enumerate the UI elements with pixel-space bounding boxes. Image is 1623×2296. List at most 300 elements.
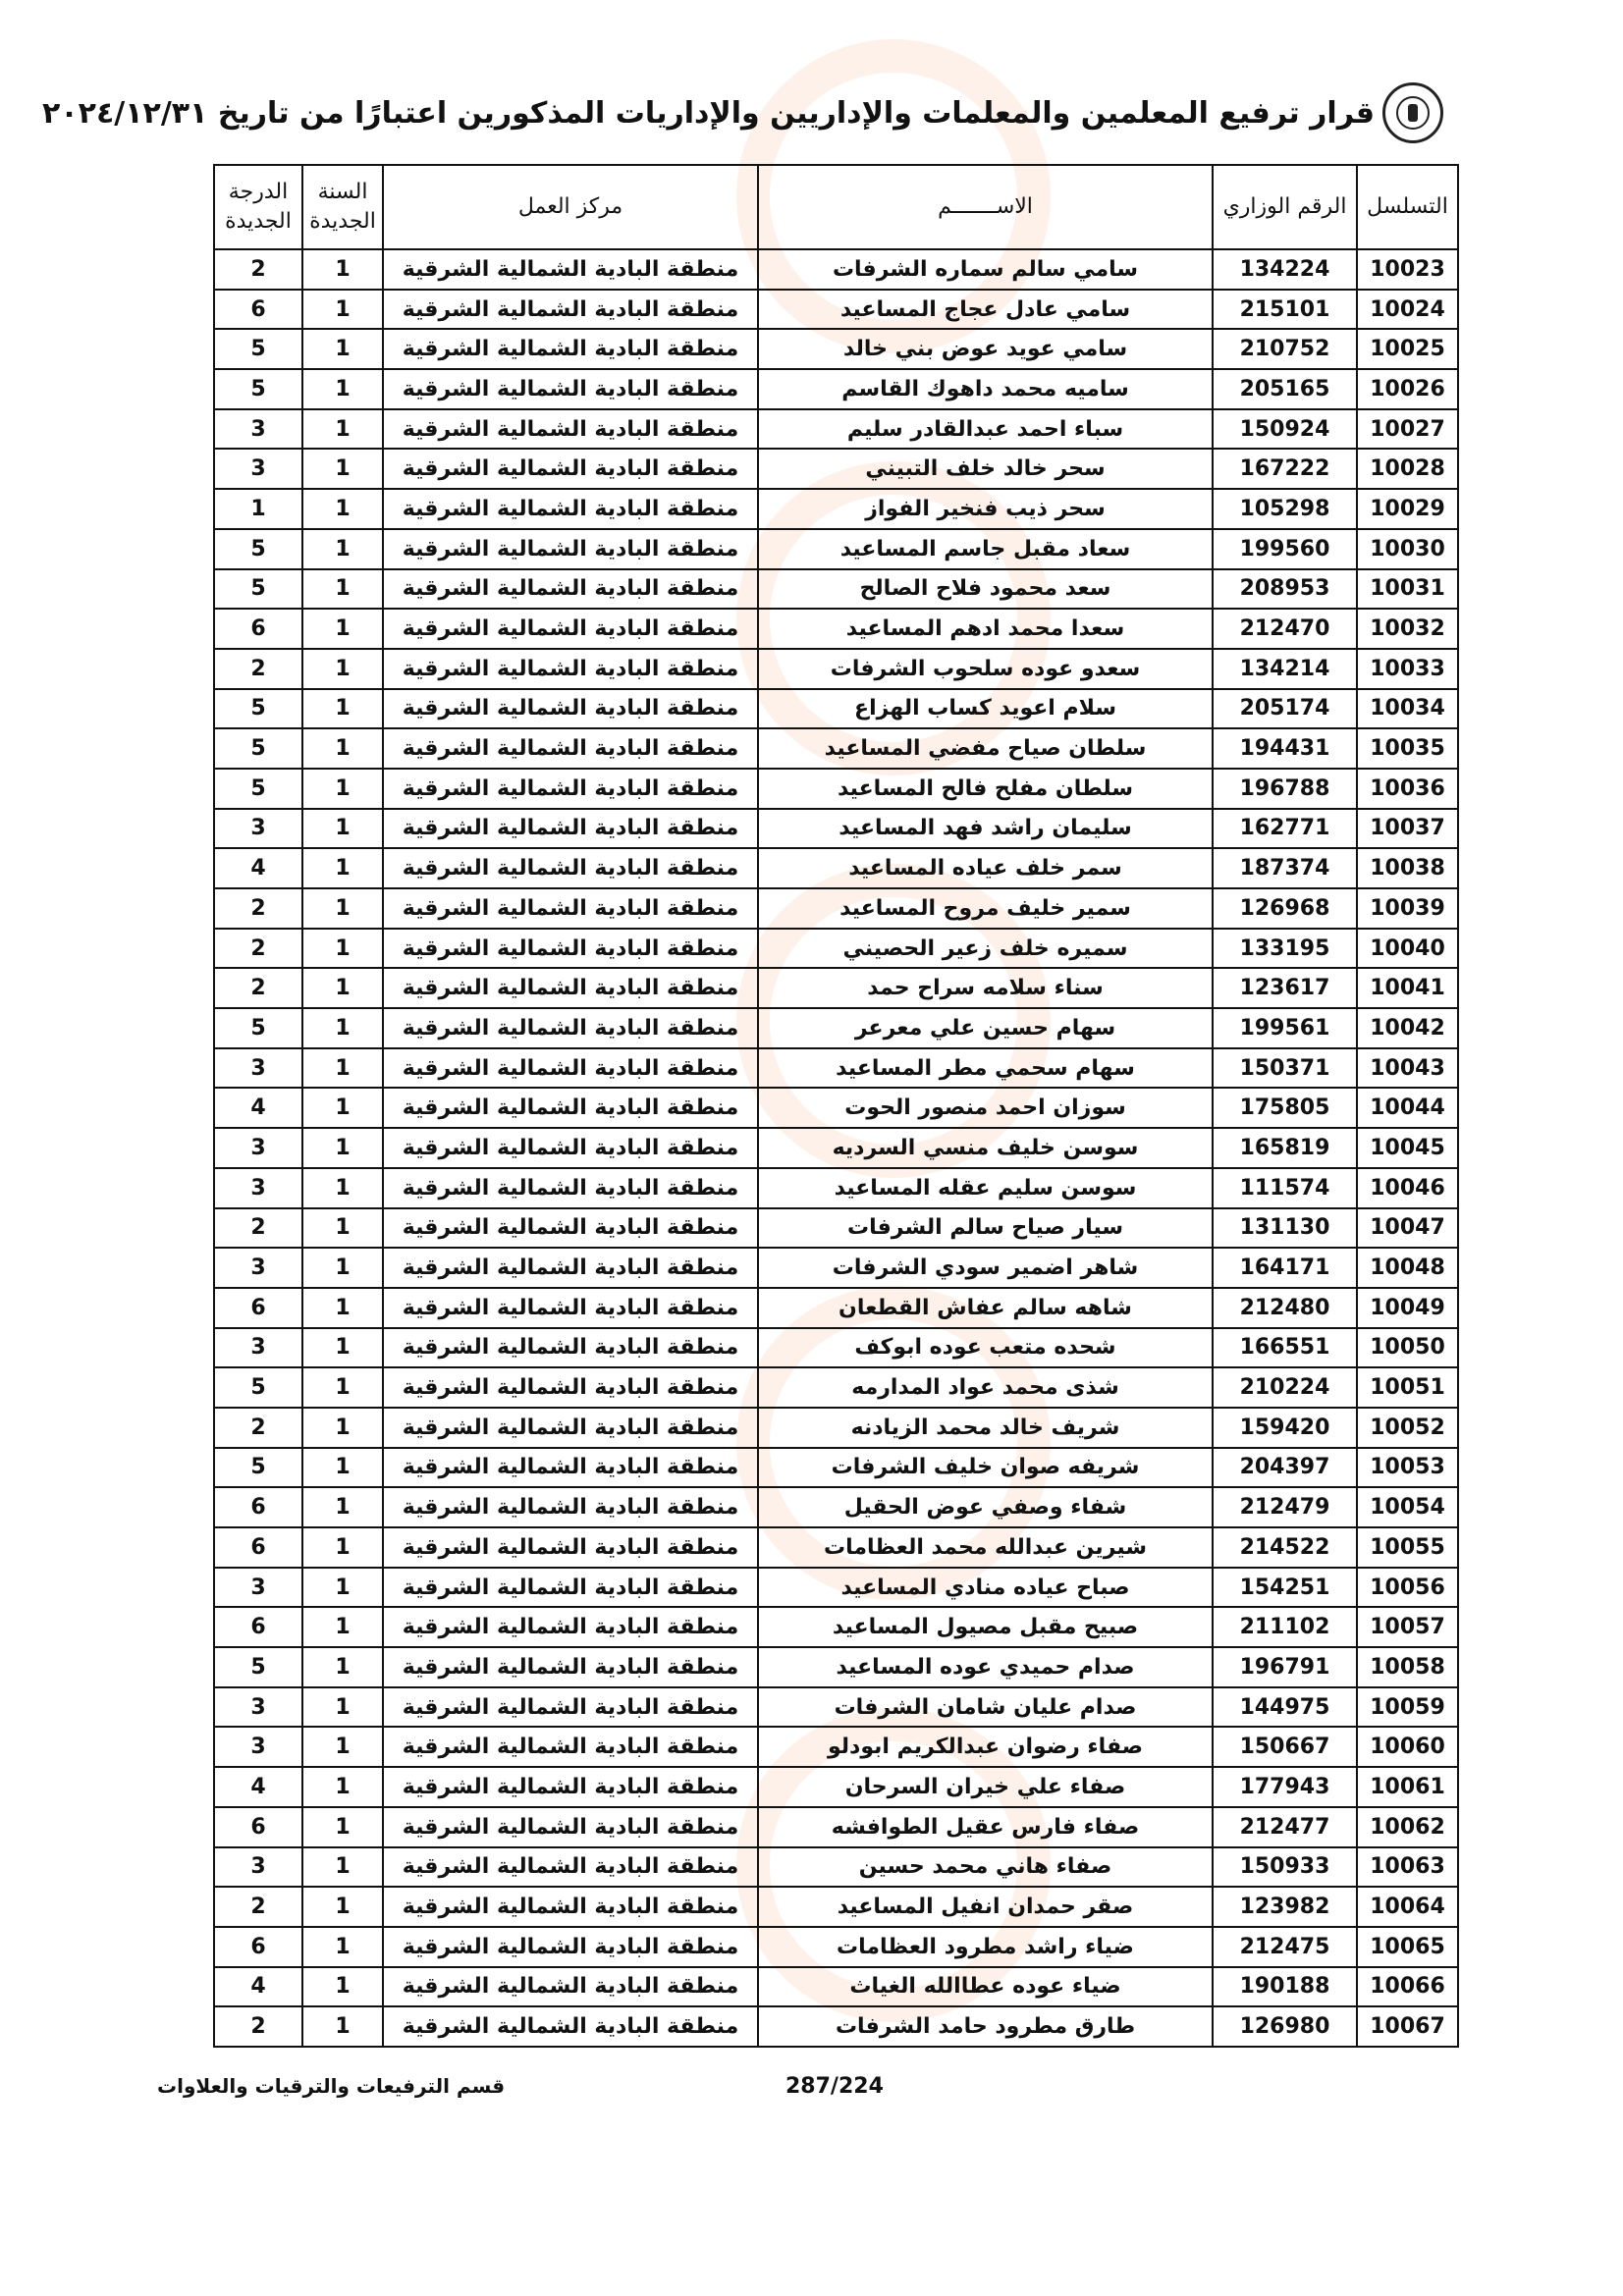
cell-serial: 10035 — [1357, 728, 1458, 769]
cell-new-grade: 5 — [214, 569, 302, 610]
cell-new-grade: 2 — [214, 249, 302, 290]
cell-new-grade: 6 — [214, 1288, 302, 1328]
cell-serial: 10067 — [1357, 2006, 1458, 2047]
table-row — [214, 1807, 1458, 1847]
cell-work-center: منطقة البادية الشمالية الشرقية — [383, 1288, 758, 1328]
cell-ministry-no: 177943 — [1213, 1767, 1357, 1807]
cell-work-center: منطقة البادية الشمالية الشرقية — [383, 290, 758, 330]
cell-serial: 10049 — [1357, 1288, 1458, 1328]
cell-serial: 10063 — [1357, 1847, 1458, 1888]
cell-work-center: منطقة البادية الشمالية الشرقية — [383, 1527, 758, 1568]
cell-serial: 10055 — [1357, 1527, 1458, 1568]
cell-serial: 10045 — [1357, 1128, 1458, 1168]
table-row — [214, 369, 1458, 409]
cell-new-grade: 2 — [214, 968, 302, 1008]
cell-ministry-no: 165819 — [1213, 1128, 1357, 1168]
cell-work-center: منطقة البادية الشمالية الشرقية — [383, 489, 758, 529]
header-name: الاســـــــم — [758, 165, 1213, 249]
cell-new-grade: 3 — [214, 1727, 302, 1767]
cell-ministry-no: 205165 — [1213, 369, 1357, 409]
table-row — [214, 489, 1458, 529]
table-row — [214, 1927, 1458, 1967]
cell-work-center: منطقة البادية الشمالية الشرقية — [383, 1448, 758, 1488]
cell-new-year: 1 — [302, 569, 383, 610]
cell-ministry-no: 123982 — [1213, 1887, 1357, 1927]
cell-serial: 10044 — [1357, 1088, 1458, 1128]
cell-work-center: منطقة البادية الشمالية الشرقية — [383, 449, 758, 489]
table-row — [214, 609, 1458, 649]
cell-new-grade: 5 — [214, 529, 302, 569]
cell-new-year: 1 — [302, 1767, 383, 1807]
cell-work-center: منطقة البادية الشمالية الشرقية — [383, 968, 758, 1008]
cell-work-center: منطقة البادية الشمالية الشرقية — [383, 649, 758, 689]
cell-ministry-no: 215101 — [1213, 290, 1357, 330]
cell-ministry-no: 111574 — [1213, 1168, 1357, 1208]
cell-serial: 10051 — [1357, 1367, 1458, 1408]
cell-serial: 10065 — [1357, 1927, 1458, 1967]
cell-new-grade: 3 — [214, 1168, 302, 1208]
cell-serial: 10046 — [1357, 1168, 1458, 1208]
table-row — [214, 1967, 1458, 2007]
cell-ministry-no: 134214 — [1213, 649, 1357, 689]
cell-new-grade: 2 — [214, 888, 302, 929]
cell-work-center: منطقة البادية الشمالية الشرقية — [383, 609, 758, 649]
cell-new-year: 1 — [302, 1687, 383, 1728]
cell-work-center: منطقة البادية الشمالية الشرقية — [383, 848, 758, 888]
cell-new-grade: 3 — [214, 1568, 302, 1608]
table-row — [214, 290, 1458, 330]
cell-serial: 10057 — [1357, 1607, 1458, 1647]
cell-new-year: 1 — [302, 1288, 383, 1328]
cell-new-grade: 5 — [214, 728, 302, 769]
cell-ministry-no: 196788 — [1213, 769, 1357, 809]
table-row — [214, 888, 1458, 929]
cell-work-center: منطقة البادية الشمالية الشرقية — [383, 1727, 758, 1767]
cell-new-year: 1 — [302, 848, 383, 888]
cell-ministry-no: 204397 — [1213, 1448, 1357, 1488]
table-row — [214, 409, 1458, 450]
cell-new-year: 1 — [302, 1408, 383, 1448]
cell-work-center: منطقة البادية الشمالية الشرقية — [383, 1647, 758, 1687]
cell-name: شيرين عبدالله محمد العظامات — [758, 1527, 1213, 1568]
cell-new-grade: 3 — [214, 1847, 302, 1888]
cell-name: صدام حميدي عوده المساعيد — [758, 1647, 1213, 1687]
cell-name: سمر خلف عياده المساعيد — [758, 848, 1213, 888]
cell-name: سلطان صياح مفضي المساعيد — [758, 728, 1213, 769]
cell-ministry-no: 190188 — [1213, 1967, 1357, 2007]
cell-name: سوسن سليم عقله المساعيد — [758, 1168, 1213, 1208]
cell-new-year: 1 — [302, 1048, 383, 1089]
cell-new-grade: 2 — [214, 2006, 302, 2047]
table-row — [214, 1048, 1458, 1089]
cell-name: سباء احمد عبدالقادر سليم — [758, 409, 1213, 450]
cell-ministry-no: 164171 — [1213, 1248, 1357, 1288]
cell-work-center: منطقة البادية الشمالية الشرقية — [383, 769, 758, 809]
cell-new-year: 1 — [302, 1088, 383, 1128]
cell-new-grade: 5 — [214, 1448, 302, 1488]
table-row — [214, 1088, 1458, 1128]
cell-work-center: منطقة البادية الشمالية الشرقية — [383, 689, 758, 729]
table-body — [214, 249, 1458, 2047]
cell-serial: 10053 — [1357, 1448, 1458, 1488]
cell-new-grade: 6 — [214, 1927, 302, 1967]
cell-new-year: 1 — [302, 1208, 383, 1249]
cell-name: شفاء وصفي عوض الحقيل — [758, 1487, 1213, 1527]
cell-new-year: 1 — [302, 369, 383, 409]
cell-name: سلطان مفلح فالح المساعيد — [758, 769, 1213, 809]
header-new-grade: الدرجة الجديدة — [214, 165, 302, 249]
cell-name: سعد محمود فلاح الصالح — [758, 569, 1213, 610]
cell-ministry-no: 150933 — [1213, 1847, 1357, 1888]
cell-new-year: 1 — [302, 1008, 383, 1048]
cell-serial: 10041 — [1357, 968, 1458, 1008]
cell-work-center: منطقة البادية الشمالية الشرقية — [383, 1048, 758, 1089]
cell-name: ضياء عوده عطاالله الغياث — [758, 1967, 1213, 2007]
cell-new-year: 1 — [302, 1367, 383, 1408]
cell-serial: 10037 — [1357, 809, 1458, 849]
cell-new-grade: 3 — [214, 1248, 302, 1288]
cell-name: طارق مطرود حامد الشرفات — [758, 2006, 1213, 2047]
document-header — [42, 79, 1443, 147]
cell-ministry-no: 212470 — [1213, 609, 1357, 649]
cell-name: صفاء علي خيران السرحان — [758, 1767, 1213, 1807]
cell-serial: 10050 — [1357, 1328, 1458, 1368]
cell-name: سامي عويد عوض بني خالد — [758, 329, 1213, 369]
department-label: قسم الترفيعات والترقيات والعلاوات — [157, 2074, 506, 2098]
cell-work-center: منطقة البادية الشمالية الشرقية — [383, 1607, 758, 1647]
table-row — [214, 1847, 1458, 1888]
cell-work-center: منطقة البادية الشمالية الشرقية — [383, 569, 758, 610]
cell-new-year: 1 — [302, 1527, 383, 1568]
cell-work-center: منطقة البادية الشمالية الشرقية — [383, 1568, 758, 1608]
cell-name: شريف خالد محمد الزيادنه — [758, 1408, 1213, 1448]
cell-ministry-no: 210752 — [1213, 329, 1357, 369]
cell-new-year: 1 — [302, 1927, 383, 1967]
cell-new-grade: 3 — [214, 1687, 302, 1728]
cell-ministry-no: 126968 — [1213, 888, 1357, 929]
cell-new-year: 1 — [302, 1168, 383, 1208]
cell-new-grade: 2 — [214, 1408, 302, 1448]
table-row — [214, 1248, 1458, 1288]
cell-new-year: 1 — [302, 1487, 383, 1527]
table-row — [214, 689, 1458, 729]
table-row — [214, 1687, 1458, 1728]
cell-new-grade: 2 — [214, 1208, 302, 1249]
cell-serial: 10033 — [1357, 649, 1458, 689]
cell-new-year: 1 — [302, 929, 383, 969]
cell-new-year: 1 — [302, 2006, 383, 2047]
cell-work-center: منطقة البادية الشمالية الشرقية — [383, 1367, 758, 1408]
cell-new-year: 1 — [302, 1847, 383, 1888]
cell-name: سناء سلامه سراح حمد — [758, 968, 1213, 1008]
document-title: قرار ترفيع المعلمين والمعلمات والإداريين والإداريات المذكورين اعتبارًا من تاريخ ٢٠٢٤/١٢/٣١ — [42, 95, 1375, 131]
cell-new-grade: 3 — [214, 1048, 302, 1089]
cell-ministry-no: 199560 — [1213, 529, 1357, 569]
cell-new-grade: 3 — [214, 449, 302, 489]
cell-work-center: منطقة البادية الشمالية الشرقية — [383, 529, 758, 569]
cell-new-grade: 5 — [214, 1008, 302, 1048]
table-row — [214, 1208, 1458, 1249]
cell-serial: 10060 — [1357, 1727, 1458, 1767]
cell-name: سيار صياح سالم الشرفات — [758, 1208, 1213, 1249]
cell-serial: 10054 — [1357, 1487, 1458, 1527]
cell-name: سوزان احمد منصور الحوت — [758, 1088, 1213, 1128]
cell-new-year: 1 — [302, 1328, 383, 1368]
table-row — [214, 728, 1458, 769]
cell-new-grade: 5 — [214, 329, 302, 369]
page-number: 287/224 — [785, 2074, 884, 2099]
cell-work-center: منطقة البادية الشمالية الشرقية — [383, 2006, 758, 2047]
cell-serial: 10043 — [1357, 1048, 1458, 1089]
cell-serial: 10038 — [1357, 848, 1458, 888]
cell-ministry-no: 150924 — [1213, 409, 1357, 450]
cell-name: شريفه صوان خليف الشرفات — [758, 1448, 1213, 1488]
cell-ministry-no: 208953 — [1213, 569, 1357, 610]
cell-ministry-no: 214522 — [1213, 1527, 1357, 1568]
cell-ministry-no: 175805 — [1213, 1088, 1357, 1128]
cell-new-grade: 1 — [214, 489, 302, 529]
cell-name: صقر حمدان انفيل المساعيد — [758, 1887, 1213, 1927]
cell-new-year: 1 — [302, 1248, 383, 1288]
cell-ministry-no: 133195 — [1213, 929, 1357, 969]
cell-new-year: 1 — [302, 1128, 383, 1168]
cell-new-year: 1 — [302, 1967, 383, 2007]
cell-name: سحر خالد خلف التبيني — [758, 449, 1213, 489]
cell-ministry-no: 150667 — [1213, 1727, 1357, 1767]
cell-name: شاهه سالم عفاش القطعان — [758, 1288, 1213, 1328]
cell-ministry-no: 212475 — [1213, 1927, 1357, 1967]
cell-new-year: 1 — [302, 649, 383, 689]
cell-ministry-no: 150371 — [1213, 1048, 1357, 1089]
cell-ministry-no: 212477 — [1213, 1807, 1357, 1847]
cell-new-year: 1 — [302, 1448, 383, 1488]
table-row — [214, 968, 1458, 1008]
table-row — [214, 649, 1458, 689]
cell-serial: 10066 — [1357, 1967, 1458, 2007]
table-row — [214, 1767, 1458, 1807]
cell-name: صباح عياده منادي المساعيد — [758, 1568, 1213, 1608]
cell-ministry-no: 126980 — [1213, 2006, 1357, 2047]
table-row — [214, 1568, 1458, 1608]
cell-work-center: منطقة البادية الشمالية الشرقية — [383, 1927, 758, 1967]
table-row — [214, 569, 1458, 610]
cell-new-year: 1 — [302, 968, 383, 1008]
table-row — [214, 249, 1458, 290]
header-work-center: مركز العمل — [383, 165, 758, 249]
table-row — [214, 809, 1458, 849]
cell-new-year: 1 — [302, 1607, 383, 1647]
cell-work-center: منطقة البادية الشمالية الشرقية — [383, 1208, 758, 1249]
cell-serial: 10058 — [1357, 1647, 1458, 1687]
cell-ministry-no: 212480 — [1213, 1288, 1357, 1328]
cell-name: سوسن خليف منسي السرديه — [758, 1128, 1213, 1168]
header-ministry-no: الرقم الوزاري — [1213, 165, 1357, 249]
cell-serial: 10062 — [1357, 1807, 1458, 1847]
cell-new-grade: 6 — [214, 1807, 302, 1847]
table-row — [214, 1607, 1458, 1647]
header-serial: التسلسل — [1357, 165, 1458, 249]
cell-serial: 10036 — [1357, 769, 1458, 809]
cell-name: سهام حسين علي معرعر — [758, 1008, 1213, 1048]
cell-work-center: منطقة البادية الشمالية الشرقية — [383, 1248, 758, 1288]
cell-serial: 10034 — [1357, 689, 1458, 729]
cell-new-year: 1 — [302, 1887, 383, 1927]
cell-serial: 10039 — [1357, 888, 1458, 929]
cell-new-year: 1 — [302, 329, 383, 369]
cell-serial: 10061 — [1357, 1767, 1458, 1807]
cell-new-year: 1 — [302, 609, 383, 649]
cell-name: سامي سالم سماره الشرفات — [758, 249, 1213, 290]
cell-work-center: منطقة البادية الشمالية الشرقية — [383, 1487, 758, 1527]
cell-name: سحر ذيب فنخير الفواز — [758, 489, 1213, 529]
cell-work-center: منطقة البادية الشمالية الشرقية — [383, 1687, 758, 1728]
cell-serial: 10040 — [1357, 929, 1458, 969]
cell-new-year: 1 — [302, 249, 383, 290]
cell-new-grade: 4 — [214, 1767, 302, 1807]
cell-ministry-no: 134224 — [1213, 249, 1357, 290]
cell-work-center: منطقة البادية الشمالية الشرقية — [383, 1887, 758, 1927]
ministry-seal-icon — [1382, 82, 1443, 143]
table-row — [214, 929, 1458, 969]
cell-new-year: 1 — [302, 888, 383, 929]
cell-ministry-no: 144975 — [1213, 1687, 1357, 1728]
cell-new-grade: 3 — [214, 809, 302, 849]
cell-name: سمير خليف مروح المساعيد — [758, 888, 1213, 929]
table-row — [214, 1288, 1458, 1328]
cell-ministry-no: 212479 — [1213, 1487, 1357, 1527]
table-row — [214, 848, 1458, 888]
cell-work-center: منطقة البادية الشمالية الشرقية — [383, 329, 758, 369]
cell-work-center: منطقة البادية الشمالية الشرقية — [383, 728, 758, 769]
table-row — [214, 1727, 1458, 1767]
cell-work-center: منطقة البادية الشمالية الشرقية — [383, 1767, 758, 1807]
cell-new-year: 1 — [302, 409, 383, 450]
cell-new-year: 1 — [302, 449, 383, 489]
cell-new-grade: 2 — [214, 1887, 302, 1927]
cell-work-center: منطقة البادية الشمالية الشرقية — [383, 249, 758, 290]
cell-new-grade: 3 — [214, 409, 302, 450]
table-row — [214, 329, 1458, 369]
cell-serial: 10042 — [1357, 1008, 1458, 1048]
cell-name: شاهر اضمير سودي الشرفات — [758, 1248, 1213, 1288]
table-row — [214, 1887, 1458, 1927]
table-row — [214, 1328, 1458, 1368]
cell-new-year: 1 — [302, 809, 383, 849]
cell-ministry-no: 211102 — [1213, 1607, 1357, 1647]
cell-name: سامي عادل عجاج المساعيد — [758, 290, 1213, 330]
cell-name: صفاء رضوان عبدالكريم ابودلو — [758, 1727, 1213, 1767]
cell-work-center: منطقة البادية الشمالية الشرقية — [383, 1408, 758, 1448]
cell-ministry-no: 167222 — [1213, 449, 1357, 489]
cell-serial: 10029 — [1357, 489, 1458, 529]
table-row — [214, 1527, 1458, 1568]
cell-serial: 10031 — [1357, 569, 1458, 610]
cell-serial: 10030 — [1357, 529, 1458, 569]
cell-serial: 10025 — [1357, 329, 1458, 369]
cell-new-year: 1 — [302, 489, 383, 529]
cell-new-year: 1 — [302, 1647, 383, 1687]
cell-serial: 10024 — [1357, 290, 1458, 330]
table-row — [214, 1448, 1458, 1488]
cell-new-year: 1 — [302, 1727, 383, 1767]
cell-new-grade: 5 — [214, 369, 302, 409]
cell-new-grade: 6 — [214, 1607, 302, 1647]
cell-work-center: منطقة البادية الشمالية الشرقية — [383, 409, 758, 450]
table-row — [214, 1367, 1458, 1408]
table-row — [214, 1647, 1458, 1687]
header-new-year: السنة الجديدة — [302, 165, 383, 249]
cell-new-grade: 5 — [214, 769, 302, 809]
cell-serial: 10023 — [1357, 249, 1458, 290]
cell-ministry-no: 123617 — [1213, 968, 1357, 1008]
cell-name: ساميه محمد داهوك القاسم — [758, 369, 1213, 409]
cell-name: سعاد مقبل جاسم المساعيد — [758, 529, 1213, 569]
cell-serial: 10059 — [1357, 1687, 1458, 1728]
cell-new-year: 1 — [302, 529, 383, 569]
cell-new-year: 1 — [302, 769, 383, 809]
cell-ministry-no: 162771 — [1213, 809, 1357, 849]
cell-new-grade: 4 — [214, 1967, 302, 2007]
cell-ministry-no: 159420 — [1213, 1408, 1357, 1448]
table-row — [214, 769, 1458, 809]
cell-new-grade: 6 — [214, 1527, 302, 1568]
cell-name: شذى محمد عواد المدارمه — [758, 1367, 1213, 1408]
cell-new-grade: 6 — [214, 1487, 302, 1527]
cell-serial: 10064 — [1357, 1887, 1458, 1927]
cell-new-year: 1 — [302, 1568, 383, 1608]
cell-new-grade: 5 — [214, 1367, 302, 1408]
cell-work-center: منطقة البادية الشمالية الشرقية — [383, 1168, 758, 1208]
cell-serial: 10052 — [1357, 1408, 1458, 1448]
cell-ministry-no: 199561 — [1213, 1008, 1357, 1048]
cell-name: ضياء راشد مطرود العظامات — [758, 1927, 1213, 1967]
cell-work-center: منطقة البادية الشمالية الشرقية — [383, 1847, 758, 1888]
cell-new-grade: 4 — [214, 848, 302, 888]
cell-ministry-no: 166551 — [1213, 1328, 1357, 1368]
cell-new-grade: 5 — [214, 1647, 302, 1687]
cell-name: سعدو عوده سلحوب الشرفات — [758, 649, 1213, 689]
cell-new-grade: 5 — [214, 689, 302, 729]
cell-serial: 10047 — [1357, 1208, 1458, 1249]
table-row — [214, 1408, 1458, 1448]
cell-work-center: منطقة البادية الشمالية الشرقية — [383, 369, 758, 409]
cell-ministry-no: 210224 — [1213, 1367, 1357, 1408]
cell-new-grade: 4 — [214, 1088, 302, 1128]
cell-new-year: 1 — [302, 689, 383, 729]
cell-serial: 10048 — [1357, 1248, 1458, 1288]
cell-name: سميره خلف زعير الحصيني — [758, 929, 1213, 969]
cell-work-center: منطقة البادية الشمالية الشرقية — [383, 1967, 758, 2007]
cell-work-center: منطقة البادية الشمالية الشرقية — [383, 1008, 758, 1048]
cell-name: سعدا محمد ادهم المساعيد — [758, 609, 1213, 649]
cell-ministry-no: 154251 — [1213, 1568, 1357, 1608]
cell-name: صبيح مقبل مصيول المساعيد — [758, 1607, 1213, 1647]
cell-new-grade: 6 — [214, 290, 302, 330]
cell-ministry-no: 131130 — [1213, 1208, 1357, 1249]
cell-ministry-no: 196791 — [1213, 1647, 1357, 1687]
cell-serial: 10056 — [1357, 1568, 1458, 1608]
cell-ministry-no: 187374 — [1213, 848, 1357, 888]
table-row — [214, 529, 1458, 569]
table-header-row — [214, 165, 1458, 249]
cell-new-grade: 3 — [214, 1128, 302, 1168]
table-row — [214, 1487, 1458, 1527]
cell-new-year: 1 — [302, 1807, 383, 1847]
cell-ministry-no: 105298 — [1213, 489, 1357, 529]
cell-ministry-no: 194431 — [1213, 728, 1357, 769]
table-row — [214, 1008, 1458, 1048]
cell-name: سهام سحمي مطر المساعيد — [758, 1048, 1213, 1089]
